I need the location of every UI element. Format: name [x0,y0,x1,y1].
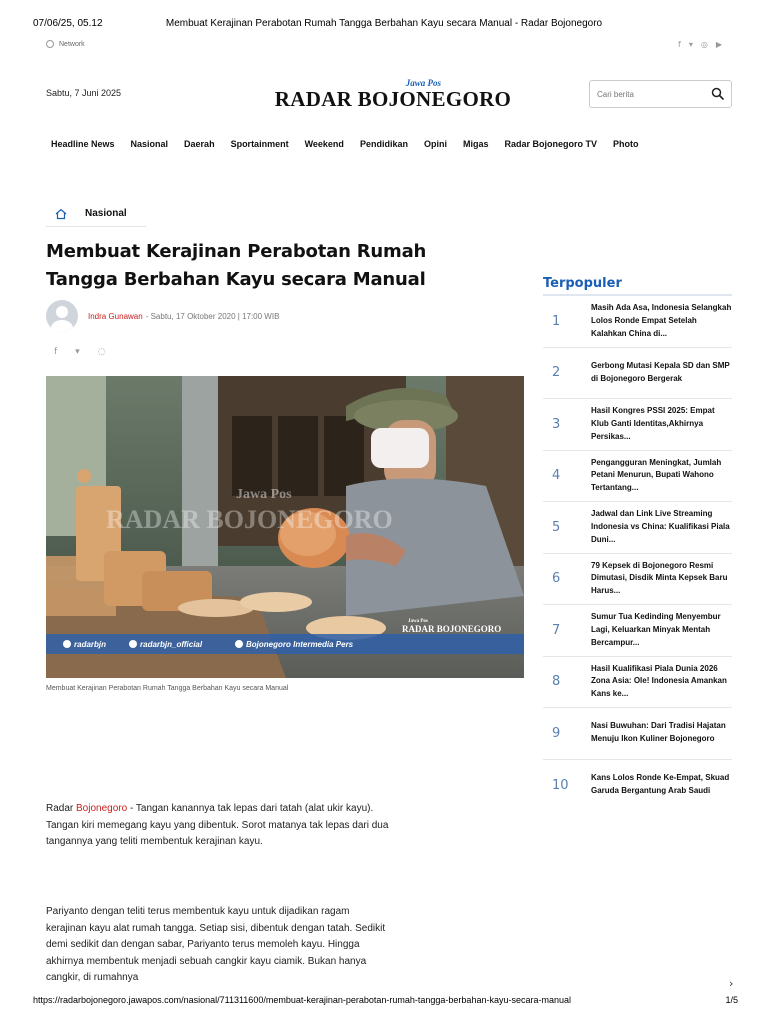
photo-illustration [46,376,524,678]
instagram-icon[interactable]: ◎ [700,40,708,49]
breadcrumb-category[interactable]: Nasional [85,208,127,219]
share-facebook-icon[interactable]: f [54,347,58,357]
photo-caption: Membuat Kerajinan Perabotan Rumah Tangga Berbahan Kayu secara Manual [46,685,289,692]
p1-prefix: Radar [46,803,77,814]
popular-rank: 9 [552,725,561,741]
popular-sidebar [543,276,732,811]
nav-item-photo[interactable]: Photo [612,139,639,149]
article-title: Membuat Kerajinan Perabotan Rumah Tangga Berbahan Kayu secara Manual [46,241,427,290]
popular-rank: 6 [552,571,561,587]
youtube-icon[interactable]: ▶ [715,40,722,49]
popular-rank: 1 [552,313,561,329]
popular-item[interactable] [543,399,732,451]
share-twitter-icon[interactable]: ▾ [75,347,80,357]
popular-headline[interactable]: 79 Kepsek di Bojonegoro Resmi Dimutasi, Disdik Minta Kepsek Baru Harus... [591,560,728,596]
nav-item-headline-news[interactable]: Headline News [51,139,115,149]
popular-headline[interactable]: Hasil Kualifikasi Piala Dunia 2026 Zona Asia: Ole! Indonesia Amankan Kans ke... [591,663,727,699]
popular-item[interactable] [543,760,732,812]
popular-rank: 8 [552,674,561,690]
home-icon[interactable] [55,208,67,220]
breadcrumb [46,201,146,227]
search-input[interactable] [590,90,700,99]
p1-link[interactable]: Bojonegoro [76,803,128,814]
nav-item-migas[interactable]: Migas [462,139,489,149]
nav-item-weekend[interactable]: Weekend [304,139,344,149]
nav-item-nasional[interactable]: Nasional [130,139,169,149]
popular-headline[interactable]: Sumur Tua Kedinding Menyembur Lagi, Keluarkan Minyak Mentah Bercampur... [591,612,721,647]
print-doc-title: Membuat Kerajinan Perabotan Rumah Tangga Berbahan Kayu secara Manual - Radar Bojonegoro [165,18,603,29]
print-header [0,18,768,32]
social-links [678,40,722,49]
popular-rank: 3 [552,416,561,432]
popular-headline[interactable]: Nasi Buwuhan: Dari Tradisi Hajatan Menuju Ikon Kuliner Bojonegoro [591,721,726,744]
photo-social-twitter: radarbjn [74,640,107,649]
popular-rank: 5 [552,519,561,535]
site-logo[interactable] [263,78,523,110]
p1-rest: - Tangan kanannya tak lepas dari tatah (alat ukir kayu). Tangan kiri memegang kayu yang dibentuk. Sorot matanya tak lepas dari dua tangannya yang teliti membentuk kerajinan kayu. [46,803,389,847]
popular-item[interactable] [543,708,732,760]
popular-item[interactable] [543,502,732,554]
current-date: Sabtu, 7 Juni 2025 [46,88,122,98]
logo-name: RADAR BOJONEGORO [274,87,512,111]
popular-item[interactable] [543,348,732,400]
popular-item[interactable] [543,554,732,606]
photo-social-instagram: radarbjn_official [140,640,203,649]
article-paragraph-2: Pariyanto dengan teliti terus membentuk kayu untuk dijadikan ragam kerajinan kayu alat rumah tangga. Setiap sisi, dibentuk dengan tatah. Sedikit demi sedikit dan dengan sabar, Pariyanto terus memoleh kayu. Hingga akhirnya membentuk menjadi sebuah cangkir kayu ciamik. Bukan hanya cangkir, di rumahnya [46,906,386,983]
popular-item[interactable] [543,296,732,348]
print-datetime: 07/06/25, 05.12 [33,18,103,29]
top-bar [46,40,722,52]
print-footer [0,995,768,1009]
publish-meta: - Sabtu, 17 Oktober 2020 | 17:00 WIB [145,311,280,321]
popular-headline[interactable]: Gerbong Mutasi Kepala SD dan SMP di Bojonegoro Bergerak [591,360,730,383]
main-nav [51,139,654,149]
photo-logo-main: RADAR BOJONEGORO [402,624,502,634]
popular-rank: 4 [552,468,561,484]
network-link[interactable] [46,40,722,48]
sidebar-title: Terpopuler [543,276,732,296]
article-paragraph-1 [46,801,391,851]
nav-item-sportainment[interactable]: Sportainment [230,139,289,149]
logo-jawapos: Jawa Pos [405,78,441,88]
twitter-icon[interactable]: ▾ [688,40,693,49]
popular-headline[interactable]: Hasil Kongres PSSI 2025: Empat Klub Ganti Identitas,Akhirnya Persikas... [591,406,715,441]
print-page-number: 1/5 [725,995,738,1005]
share-bar [54,347,106,357]
photo-watermark-main: RADAR BOJONEGORO [106,505,393,534]
nav-item-opini[interactable]: Opini [423,139,447,149]
photo-social-facebook: Bojonegoro Intermedia Pers [246,640,354,649]
masthead [46,78,732,112]
print-url: https://radarbojonegoro.jawapos.com/nasional/711311600/membuat-kerajinan-perabotan-rumah-tangga-berbahan-kayu-secara-manual [33,995,571,1005]
popular-item[interactable] [543,451,732,503]
popular-rank: 2 [552,365,561,381]
globe-icon [46,40,54,48]
popular-headline[interactable]: Masih Ada Asa, Indonesia Selangkah Lolos Ronde Empat Setelah Kalahkan China di... [591,303,732,338]
photo-watermark-small: Jawa Pos [236,487,292,502]
author-name[interactable]: Indra Gunawan [88,311,143,321]
popular-headline[interactable]: Kans Lolos Ronde Ke-Empat, Skuad Garuda Bergantung Arab Saudi [591,773,730,796]
facebook-icon[interactable]: f [678,40,681,49]
popular-headline[interactable]: Pengangguran Meningkat, Jumlah Petani Menurun, Bupati Wahono Tertantang... [591,457,722,493]
nav-item-radar-tv[interactable]: Radar Bojonegoro TV [504,139,597,149]
search-box [589,80,732,108]
share-whatsapp-icon[interactable]: ◌ [97,347,106,357]
article-photo [46,376,524,678]
author-avatar [46,300,78,332]
popular-headline[interactable]: Jadwal dan Link Live Streaming Indonesia vs China: Kualifikasi Piala Duni... [591,509,730,544]
nav-item-daerah[interactable]: Daerah [184,139,215,149]
popular-rank: 10 [552,777,569,793]
popular-rank: 7 [552,622,561,638]
network-label: Network [59,40,85,48]
photo-logo-small: Jawa Pos [408,619,428,624]
chevron-right-icon[interactable]: › [729,977,734,990]
nav-item-pendidikan[interactable]: Pendidikan [359,139,408,149]
byline [46,300,279,332]
popular-item[interactable] [543,657,732,709]
popular-item[interactable] [543,605,732,657]
search-icon[interactable] [711,87,725,101]
